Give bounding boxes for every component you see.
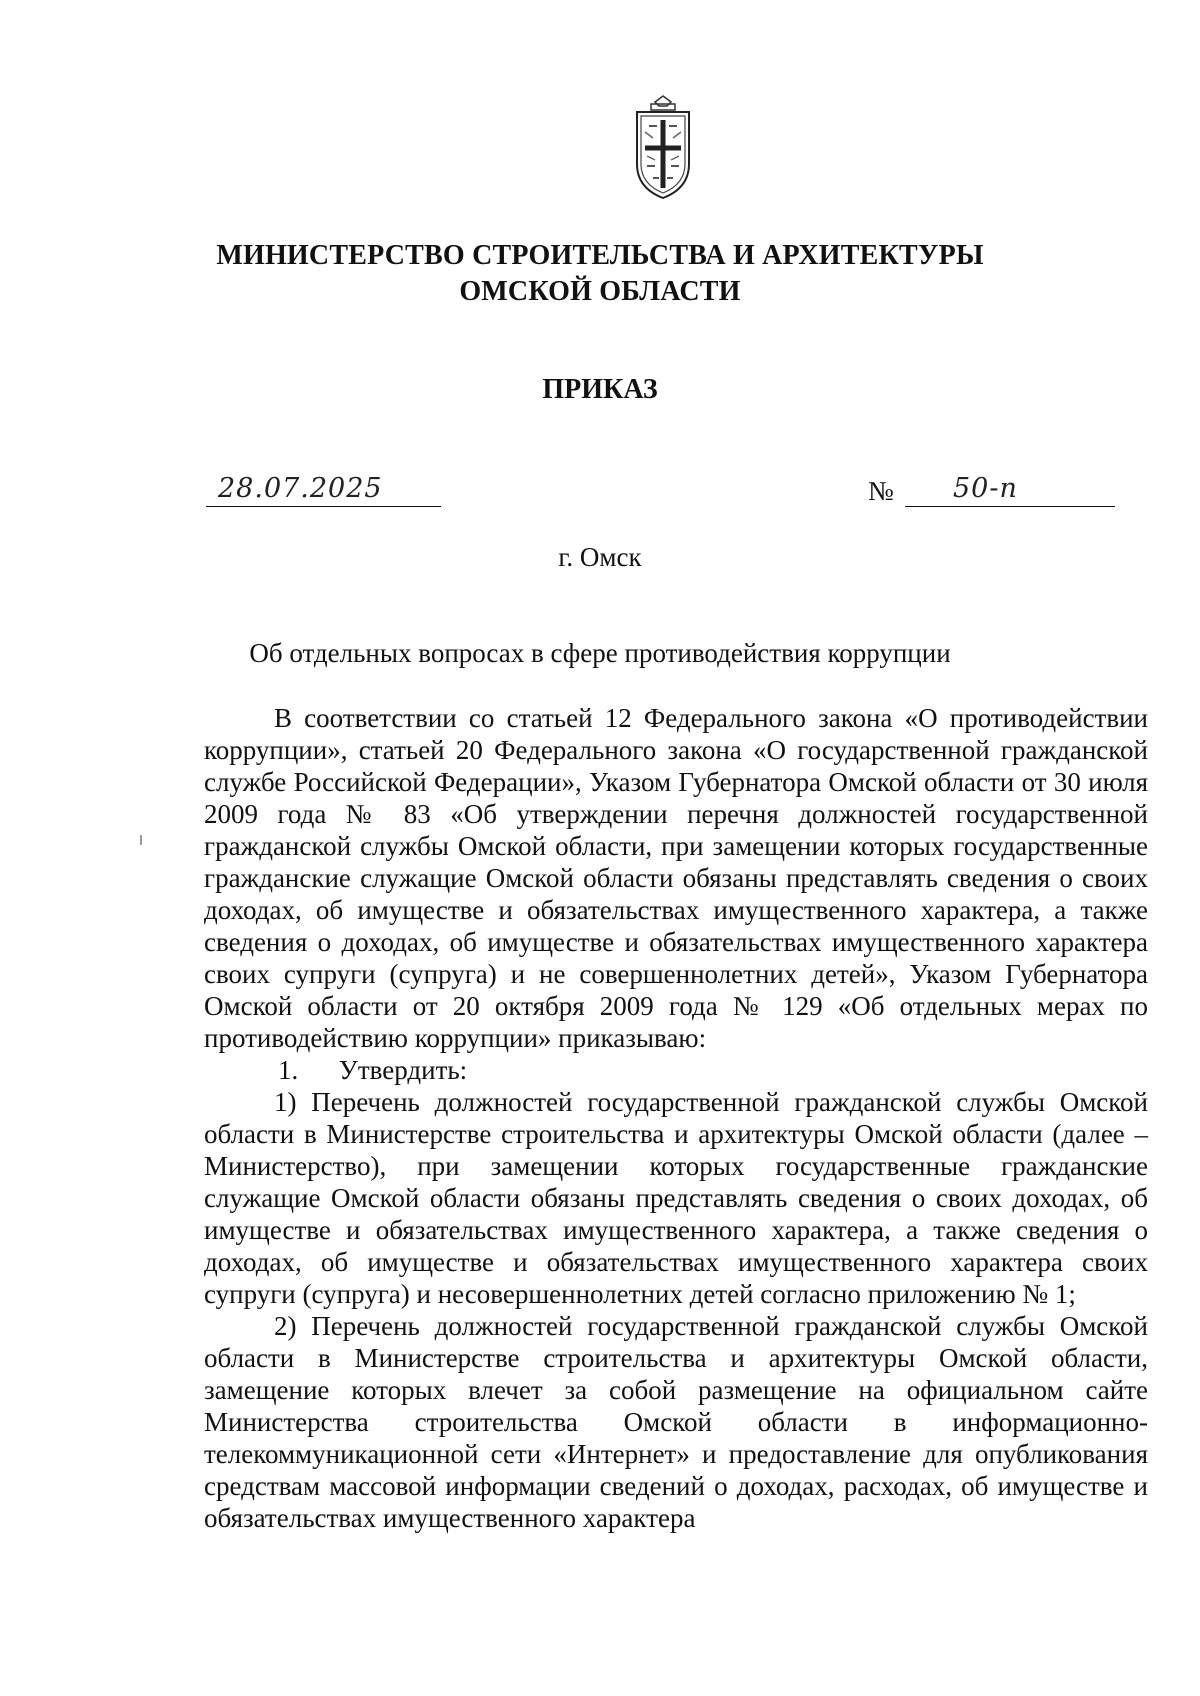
handwritten-number: 50-п — [953, 473, 1018, 504]
organization-name-line2: ОМСКОЙ ОБЛАСТИ — [459, 276, 741, 307]
organization-name — [0, 238, 1200, 310]
date-field — [206, 472, 441, 507]
document-type: ПРИКАЗ — [542, 374, 658, 405]
document-body — [204, 702, 1148, 1534]
preamble-paragraph: В соответствии со статьей 12 Федерального закона «О противодействии коррупции», статьей 20 Федерального закона «О государственной гражданской службе Российской Федерации», Указом Губернатора Омской области от 30 июля 2009 года № 83 «Об утверждении перечня должностей государственной гражданской службы Омской области, при замещении которых государственные гражданские служащие Омской области обязаны представлять сведения о своих доходах, об имуществе и обязательствах имущественного характера, а также сведения о доходах, об имуществе и обязательствах имущественного характера своих супруги (супруга) и не совершеннолетних детей», Указом Губернатора Омской области от 20 октября 2009 года № 129 «Об отдельных мерах по противодействию коррупции» приказываю: — [204, 703, 1148, 1053]
number-field — [905, 472, 1115, 507]
number-sign: № — [868, 476, 894, 506]
handwritten-date: 28.07.2025 — [218, 473, 383, 504]
city: г. Омск — [558, 542, 642, 572]
omsk-coat-of-arms-icon — [631, 92, 695, 204]
margin-mark — [140, 835, 142, 845]
document-subject: Об отдельных вопросах в сфере противодействия коррупции — [249, 638, 951, 668]
subpoint-1: 1) Перечень должностей государственной гражданской службы Омской области в Министерстве строительства и архитектуры Омской области (далее – Министерство), при замещении которых государственные гражданские служащие Омской области обязаны представлять сведения о своих доходах, об имуществе и обязательствах имущественного характера, а также сведения о доходах, об имуществе и обязательствах имущественного характера своих супруги (супруга) и несовершеннолетних детей согласно приложению № 1; — [204, 1087, 1148, 1309]
subpoint-2: 2) Перечень должностей государственной гражданской службы Омской области в Министерстве строительства и архитектуры Омской области, замещение которых влечет за собой размещение на официальном сайте Министерства строительства Омской области в информационно-телекоммуникационной сети «Интернет» и предоставление для опубликования средствам массовой информации сведений о доходах, расходах, об имуществе и обязательствах имущественного характера — [204, 1311, 1148, 1533]
organization-name-line1: МИНИСТЕРСТВО СТРОИТЕЛЬСТВА И АРХИТЕКТУРЫ — [216, 240, 984, 271]
point-1: 1. Утвердить: — [278, 1055, 468, 1085]
